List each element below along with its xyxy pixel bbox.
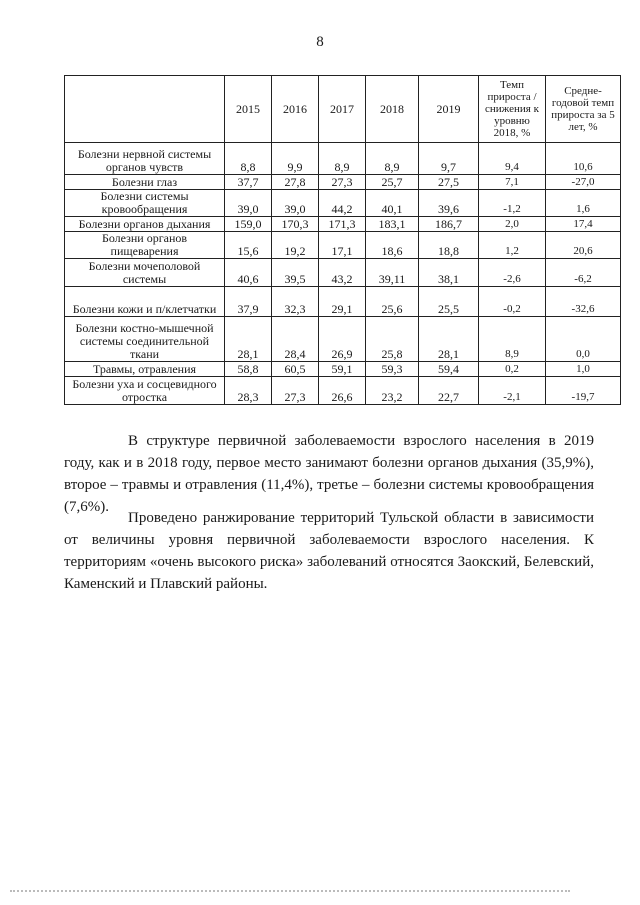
table-cell: 27,3 [272,377,319,405]
table-cell: 17,1 [319,232,366,259]
table-cell: 9,9 [272,143,319,175]
table-cell: 9,4 [479,143,546,175]
table-cell: 171,3 [319,217,366,232]
table-row [65,217,621,232]
table-cell: 0,0 [546,317,621,362]
table-row [65,317,621,362]
table-cell: -27,0 [546,175,621,190]
table-cell: 44,2 [319,190,366,217]
table-cell: 23,2 [366,377,419,405]
table-cell: 25,8 [366,317,419,362]
table-cell: 27,5 [419,175,479,190]
table-cell: 19,2 [272,232,319,259]
table-cell: 8,9 [479,317,546,362]
row-label: Болезни нервной системы органов чувств [65,143,225,175]
table-cell: 18,6 [366,232,419,259]
header-cell: 2015 [225,76,272,143]
table-cell: -6,2 [546,259,621,287]
table-cell: -19,7 [546,377,621,405]
table-cell: 59,1 [319,362,366,377]
table-cell: 27,8 [272,175,319,190]
table-cell: 2,0 [479,217,546,232]
table-cell: 8,9 [366,143,419,175]
table-cell: 28,1 [225,317,272,362]
table-cell: 26,6 [319,377,366,405]
row-label: Болезни глаз [65,175,225,190]
table-cell: 28,3 [225,377,272,405]
table-row [65,287,621,317]
table-cell: 28,1 [419,317,479,362]
row-label: Болезни мочеполовой системы [65,259,225,287]
table-cell: 1,2 [479,232,546,259]
table-cell: 18,8 [419,232,479,259]
table-cell: 25,6 [366,287,419,317]
table-cell: 20,6 [546,232,621,259]
table-cell: 38,1 [419,259,479,287]
table-cell: 159,0 [225,217,272,232]
table-cell: 37,9 [225,287,272,317]
table-cell: 10,6 [546,143,621,175]
page-number: 8 [316,34,324,50]
table-cell: 22,7 [419,377,479,405]
table-cell: -2,1 [479,377,546,405]
paragraph: Проведено ранжирование территорий Тульской области в зависимости от величины уровня первичной заболеваемости взрослого населения. К территориям «очень высокого риска» заболеваний относятся Заокский, Белевский, Каменский и Плавский районы. [64,510,594,592]
table-cell: 43,2 [319,259,366,287]
table-cell: -0,2 [479,287,546,317]
table-row [65,362,621,377]
header-cell: 2017 [319,76,366,143]
header-cell [65,76,225,143]
row-label: Травмы, отравления [65,362,225,377]
table-cell: 183,1 [366,217,419,232]
header-cell: Темп прироста /снижения к уровню 2018, % [479,76,546,143]
table-cell: 25,5 [419,287,479,317]
header-cell: Средне-годовой темп прироста за 5 лет, % [546,76,621,143]
table-cell: 1,0 [546,362,621,377]
header-cell: 2019 [419,76,479,143]
row-label: Болезни костно-мышечной системы соединительной ткани [65,317,225,362]
table-cell: 170,3 [272,217,319,232]
row-label: Болезни кожи и п/клетчатки [65,287,225,317]
table-cell: 26,9 [319,317,366,362]
table-cell: 39,6 [419,190,479,217]
table-cell: 29,1 [319,287,366,317]
table-cell: 8,8 [225,143,272,175]
table-cell: 25,7 [366,175,419,190]
table-cell: 39,11 [366,259,419,287]
table-cell: 7,1 [479,175,546,190]
morbidity-table [64,75,621,405]
table-cell: 0,2 [479,362,546,377]
table-cell: 15,6 [225,232,272,259]
table-cell: -1,2 [479,190,546,217]
table-row [65,377,621,405]
table-body [65,143,621,405]
table-row [65,175,621,190]
header-cell: 2016 [272,76,319,143]
row-label: Болезни органов пищеварения [65,232,225,259]
table-cell: 37,7 [225,175,272,190]
table-cell: 40,6 [225,259,272,287]
table-cell: 28,4 [272,317,319,362]
table-cell: 32,3 [272,287,319,317]
table-cell: 17,4 [546,217,621,232]
table-cell: 8,9 [319,143,366,175]
table-cell: -2,6 [479,259,546,287]
table-row [65,259,621,287]
row-label: Болезни уха и сосцевидного отростка [65,377,225,405]
scan-artifact-line [10,890,570,896]
table-cell: 59,3 [366,362,419,377]
table-cell: 39,0 [272,190,319,217]
table-cell: 40,1 [366,190,419,217]
table-cell: -32,6 [546,287,621,317]
row-label: Болезни органов дыхания [65,217,225,232]
table-cell: 27,3 [319,175,366,190]
table-cell: 1,6 [546,190,621,217]
table-row [65,190,621,217]
row-label: Болезни системы кровообращения [65,190,225,217]
table-cell: 39,5 [272,259,319,287]
header-cell: 2018 [366,76,419,143]
table-cell: 60,5 [272,362,319,377]
table-cell: 59,4 [419,362,479,377]
table-header-row [65,76,621,143]
table-cell: 186,7 [419,217,479,232]
paragraph: В структуре первичной заболеваемости взрослого населения в 2019 году, как и в 2018 году, первое место занимают болезни органов дыхания (35,9%), второе – травмы и отравления (11,4%), третье – болезни системы кровообращения (7,6%). [64,433,594,515]
table-cell: 39,0 [225,190,272,217]
table-row [65,143,621,175]
table-cell: 9,7 [419,143,479,175]
table-cell: 58,8 [225,362,272,377]
table-row [65,232,621,259]
